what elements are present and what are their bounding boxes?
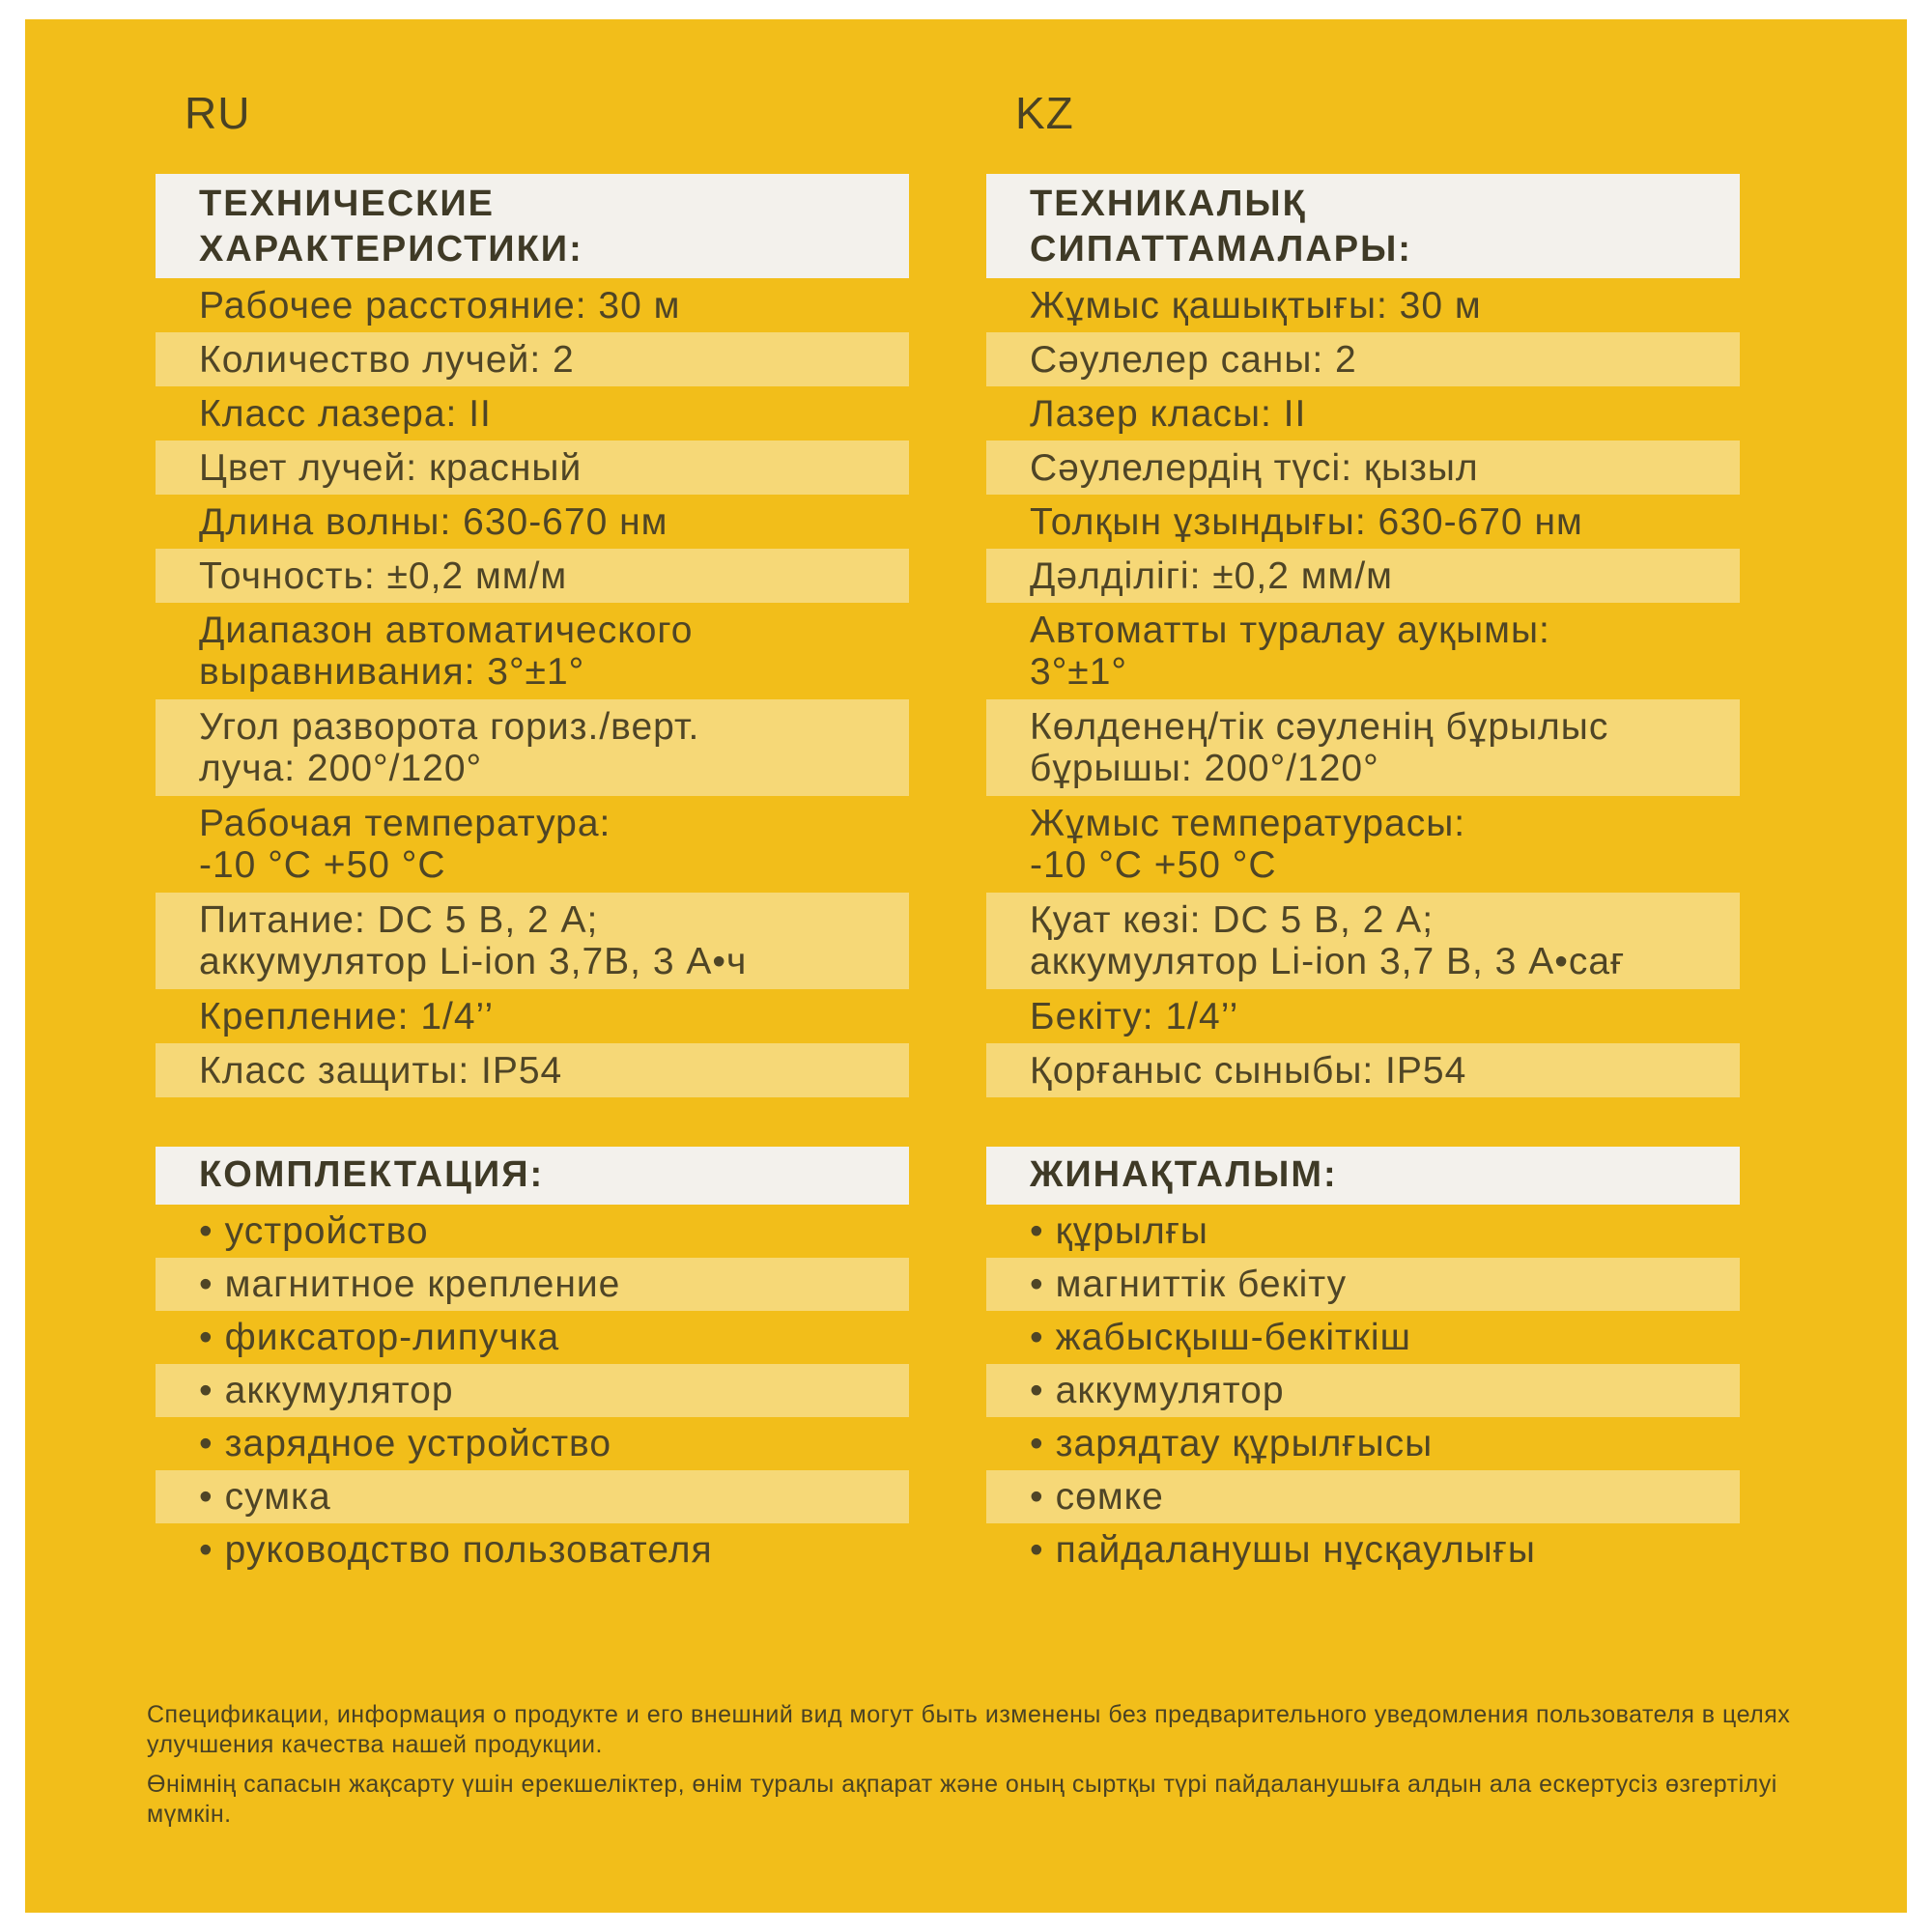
- kit-item-label: магнитное крепление: [224, 1264, 621, 1305]
- kit-item-line: [199, 1264, 899, 1305]
- bullet-icon: •: [199, 1317, 213, 1358]
- spec-row: [986, 549, 1740, 603]
- ru-language-label: RU: [185, 88, 251, 138]
- spec-text: -10 °С +50 °С: [199, 844, 446, 886]
- spec-row: [986, 796, 1740, 893]
- kit-item: [156, 1258, 909, 1311]
- bullet-icon: •: [199, 1529, 213, 1571]
- kit-item: [156, 1364, 909, 1417]
- spec-text: Жұмыс қашықтығы: 30 м: [1030, 284, 1482, 327]
- spec-row: [156, 278, 909, 332]
- bullet-icon: •: [199, 1370, 213, 1411]
- kit-item-line: [1030, 1264, 1730, 1305]
- kit-item-label: сумка: [224, 1476, 331, 1518]
- spec-text: Қорғаныс сыныбы: IP54: [1030, 1049, 1467, 1092]
- kit-item-label: сөмке: [1055, 1476, 1164, 1518]
- spec-text: Класс лазера: II: [199, 392, 492, 435]
- kit-item-label: зарядное устройство: [224, 1423, 612, 1464]
- spec-text: Автоматты туралау ауқымы:: [1030, 610, 1550, 651]
- kit-item-label: зарядтау құрылғысы: [1055, 1423, 1434, 1464]
- kit-item: [986, 1470, 1740, 1523]
- spec-text: Цвет лучей: красный: [199, 446, 582, 489]
- spec-text: 3°±1°: [1030, 651, 1127, 693]
- kit-item-label: құрылғы: [1055, 1210, 1208, 1252]
- spec-text: Класс защиты: IP54: [199, 1049, 563, 1092]
- kit-item-line: [1030, 1210, 1730, 1252]
- spec-row: [986, 603, 1740, 699]
- spec-row: [986, 893, 1740, 989]
- ru-specs-heading-line: ТЕХНИЧЕСКИЕ: [199, 184, 495, 224]
- kz-specs-heading-line: СИПАТТАМАЛАРЫ:: [1030, 229, 1412, 270]
- bullet-icon: •: [1030, 1370, 1044, 1411]
- spec-text: Қуат көзі: DC 5 В, 2 А;: [1030, 899, 1435, 941]
- spec-row: [156, 332, 909, 386]
- ru-kit-heading: КОМПЛЕКТАЦИЯ:: [156, 1147, 909, 1205]
- spec-row: [986, 989, 1740, 1043]
- spec-row: [156, 893, 909, 989]
- spec-row: [156, 386, 909, 440]
- kit-item: [986, 1417, 1740, 1470]
- spec-text: Дәлдiлiгi: ±0,2 мм/м: [1030, 554, 1393, 597]
- spec-text: Сәулелер саны: 2: [1030, 338, 1357, 381]
- kz-language-label: KZ: [1015, 88, 1074, 138]
- spec-text: Количество лучей: 2: [199, 338, 575, 381]
- spec-text: Лазер класы: II: [1030, 392, 1307, 435]
- kz-kit-heading: ЖИНАҚТАЛЫМ:: [986, 1147, 1740, 1205]
- spec-text: Жұмыс температурасы:: [1030, 803, 1466, 844]
- bullet-icon: •: [199, 1476, 213, 1518]
- spec-row: [156, 699, 909, 796]
- spec-row: [156, 989, 909, 1043]
- bullet-icon: •: [1030, 1529, 1044, 1571]
- kit-item-label: жабысқыш-бекіткіш: [1055, 1317, 1411, 1358]
- spec-row: [986, 495, 1740, 549]
- ru-kit-list: [156, 1205, 909, 1577]
- kit-item-label: руководство пользователя: [224, 1529, 713, 1571]
- kit-item-label: устройство: [224, 1210, 429, 1252]
- spec-row: [156, 549, 909, 603]
- kz-specs-heading-line: ТЕХНИКАЛЫҚ: [1030, 184, 1307, 224]
- spec-text: Сәулелердің түсі: қызыл: [1030, 446, 1479, 489]
- spec-row: [986, 278, 1740, 332]
- kit-item-line: [199, 1423, 899, 1464]
- bullet-icon: •: [199, 1423, 213, 1464]
- kit-item: [986, 1523, 1740, 1577]
- spec-text: Бекіту: 1/4’’: [1030, 995, 1239, 1037]
- kz-specs-list: [986, 278, 1740, 1097]
- kit-item-line: [199, 1529, 899, 1571]
- kit-item-line: [1030, 1476, 1730, 1518]
- spec-text: бұрышы: 200°/120°: [1030, 748, 1379, 789]
- bullet-icon: •: [1030, 1210, 1044, 1252]
- spec-row: [986, 699, 1740, 796]
- spec-text: Толқын ұзындығы: 630-670 нм: [1030, 500, 1583, 543]
- spec-row: [156, 603, 909, 699]
- spec-text: -10 °С +50 °С: [1030, 844, 1277, 886]
- kit-item: [986, 1311, 1740, 1364]
- spec-text: аккумулятор Li-ion 3,7В, 3 А•ч: [199, 941, 748, 982]
- kit-item-label: аккумулятор: [1055, 1370, 1285, 1411]
- spec-text: Угол разворота гориз./верт.: [199, 706, 700, 748]
- kit-item-label: фиксатор-липучка: [224, 1317, 560, 1358]
- bullet-icon: •: [1030, 1476, 1044, 1518]
- bullet-icon: •: [199, 1264, 213, 1305]
- spec-row: [986, 1043, 1740, 1097]
- kit-item-label: пайдаланушы нұсқаулығы: [1055, 1529, 1536, 1571]
- spec-row: [986, 332, 1740, 386]
- spec-text: луча: 200°/120°: [199, 748, 483, 789]
- disclaimer-notes: [147, 1700, 1808, 1839]
- spec-text: Көлденең/тік сәуленің бұрылыс: [1030, 706, 1609, 748]
- kit-item: [156, 1470, 909, 1523]
- kit-item: [156, 1417, 909, 1470]
- ru-specs-heading: [156, 174, 909, 278]
- spec-sheet-panel: [25, 19, 1907, 1913]
- disclaimer-ru: Спецификации, информация о продукте и его внешний вид могут быть изменены без предварительного уведомления пользователя в целях улучшения качества нашей продукции.: [147, 1701, 1791, 1758]
- kit-item-line: [199, 1370, 899, 1411]
- kit-item: [986, 1364, 1740, 1417]
- kz-kit-list: [986, 1205, 1740, 1577]
- kz-specs-heading: [986, 174, 1740, 278]
- kit-item: [986, 1205, 1740, 1258]
- kit-item-line: [199, 1210, 899, 1252]
- spec-text: Длина волны: 630-670 нм: [199, 500, 668, 543]
- spec-row: [156, 1043, 909, 1097]
- disclaimer-kz: Өнімнің сапасын жақсарту үшін ерекшеліктер, өнім туралы ақпарат және оның сыртқы түрі пайдаланушыға алдын ала ескертусіз өзгертілуі мүмкін.: [147, 1771, 1777, 1828]
- spec-text: Питание: DC 5 В, 2 А;: [199, 899, 599, 941]
- kit-item-line: [1030, 1317, 1730, 1358]
- ru-specs-heading-line: ХАРАКТЕРИСТИКИ:: [199, 229, 583, 270]
- spec-text: Рабочая температура:: [199, 803, 611, 844]
- spec-text: Точность: ±0,2 мм/м: [199, 554, 568, 597]
- bullet-icon: •: [1030, 1317, 1044, 1358]
- kit-item-label: аккумулятор: [224, 1370, 454, 1411]
- spec-row: [986, 440, 1740, 495]
- ru-specs-list: [156, 278, 909, 1097]
- spec-text: Диапазон автоматического: [199, 610, 694, 651]
- kit-item: [986, 1258, 1740, 1311]
- spec-text: Крепление: 1/4’’: [199, 995, 495, 1037]
- kit-item-line: [1030, 1423, 1730, 1464]
- spec-row: [156, 796, 909, 893]
- kit-item-line: [199, 1476, 899, 1518]
- spec-row: [156, 495, 909, 549]
- spec-text: аккумулятор Li-ion 3,7 В, 3 А•сағ: [1030, 941, 1626, 982]
- bullet-icon: •: [1030, 1423, 1044, 1464]
- kit-item-label: магниттік бекіту: [1055, 1264, 1348, 1305]
- kit-item: [156, 1523, 909, 1577]
- kit-item: [156, 1311, 909, 1364]
- kit-item-line: [199, 1317, 899, 1358]
- bullet-icon: •: [199, 1210, 213, 1252]
- bullet-icon: •: [1030, 1264, 1044, 1305]
- spec-row: [986, 386, 1740, 440]
- spec-row: [156, 440, 909, 495]
- kit-item-line: [1030, 1529, 1730, 1571]
- spec-text: Рабочее расстояние: 30 м: [199, 284, 681, 327]
- spec-text: выравнивания: 3°±1°: [199, 651, 585, 693]
- kit-item: [156, 1205, 909, 1258]
- kit-item-line: [1030, 1370, 1730, 1411]
